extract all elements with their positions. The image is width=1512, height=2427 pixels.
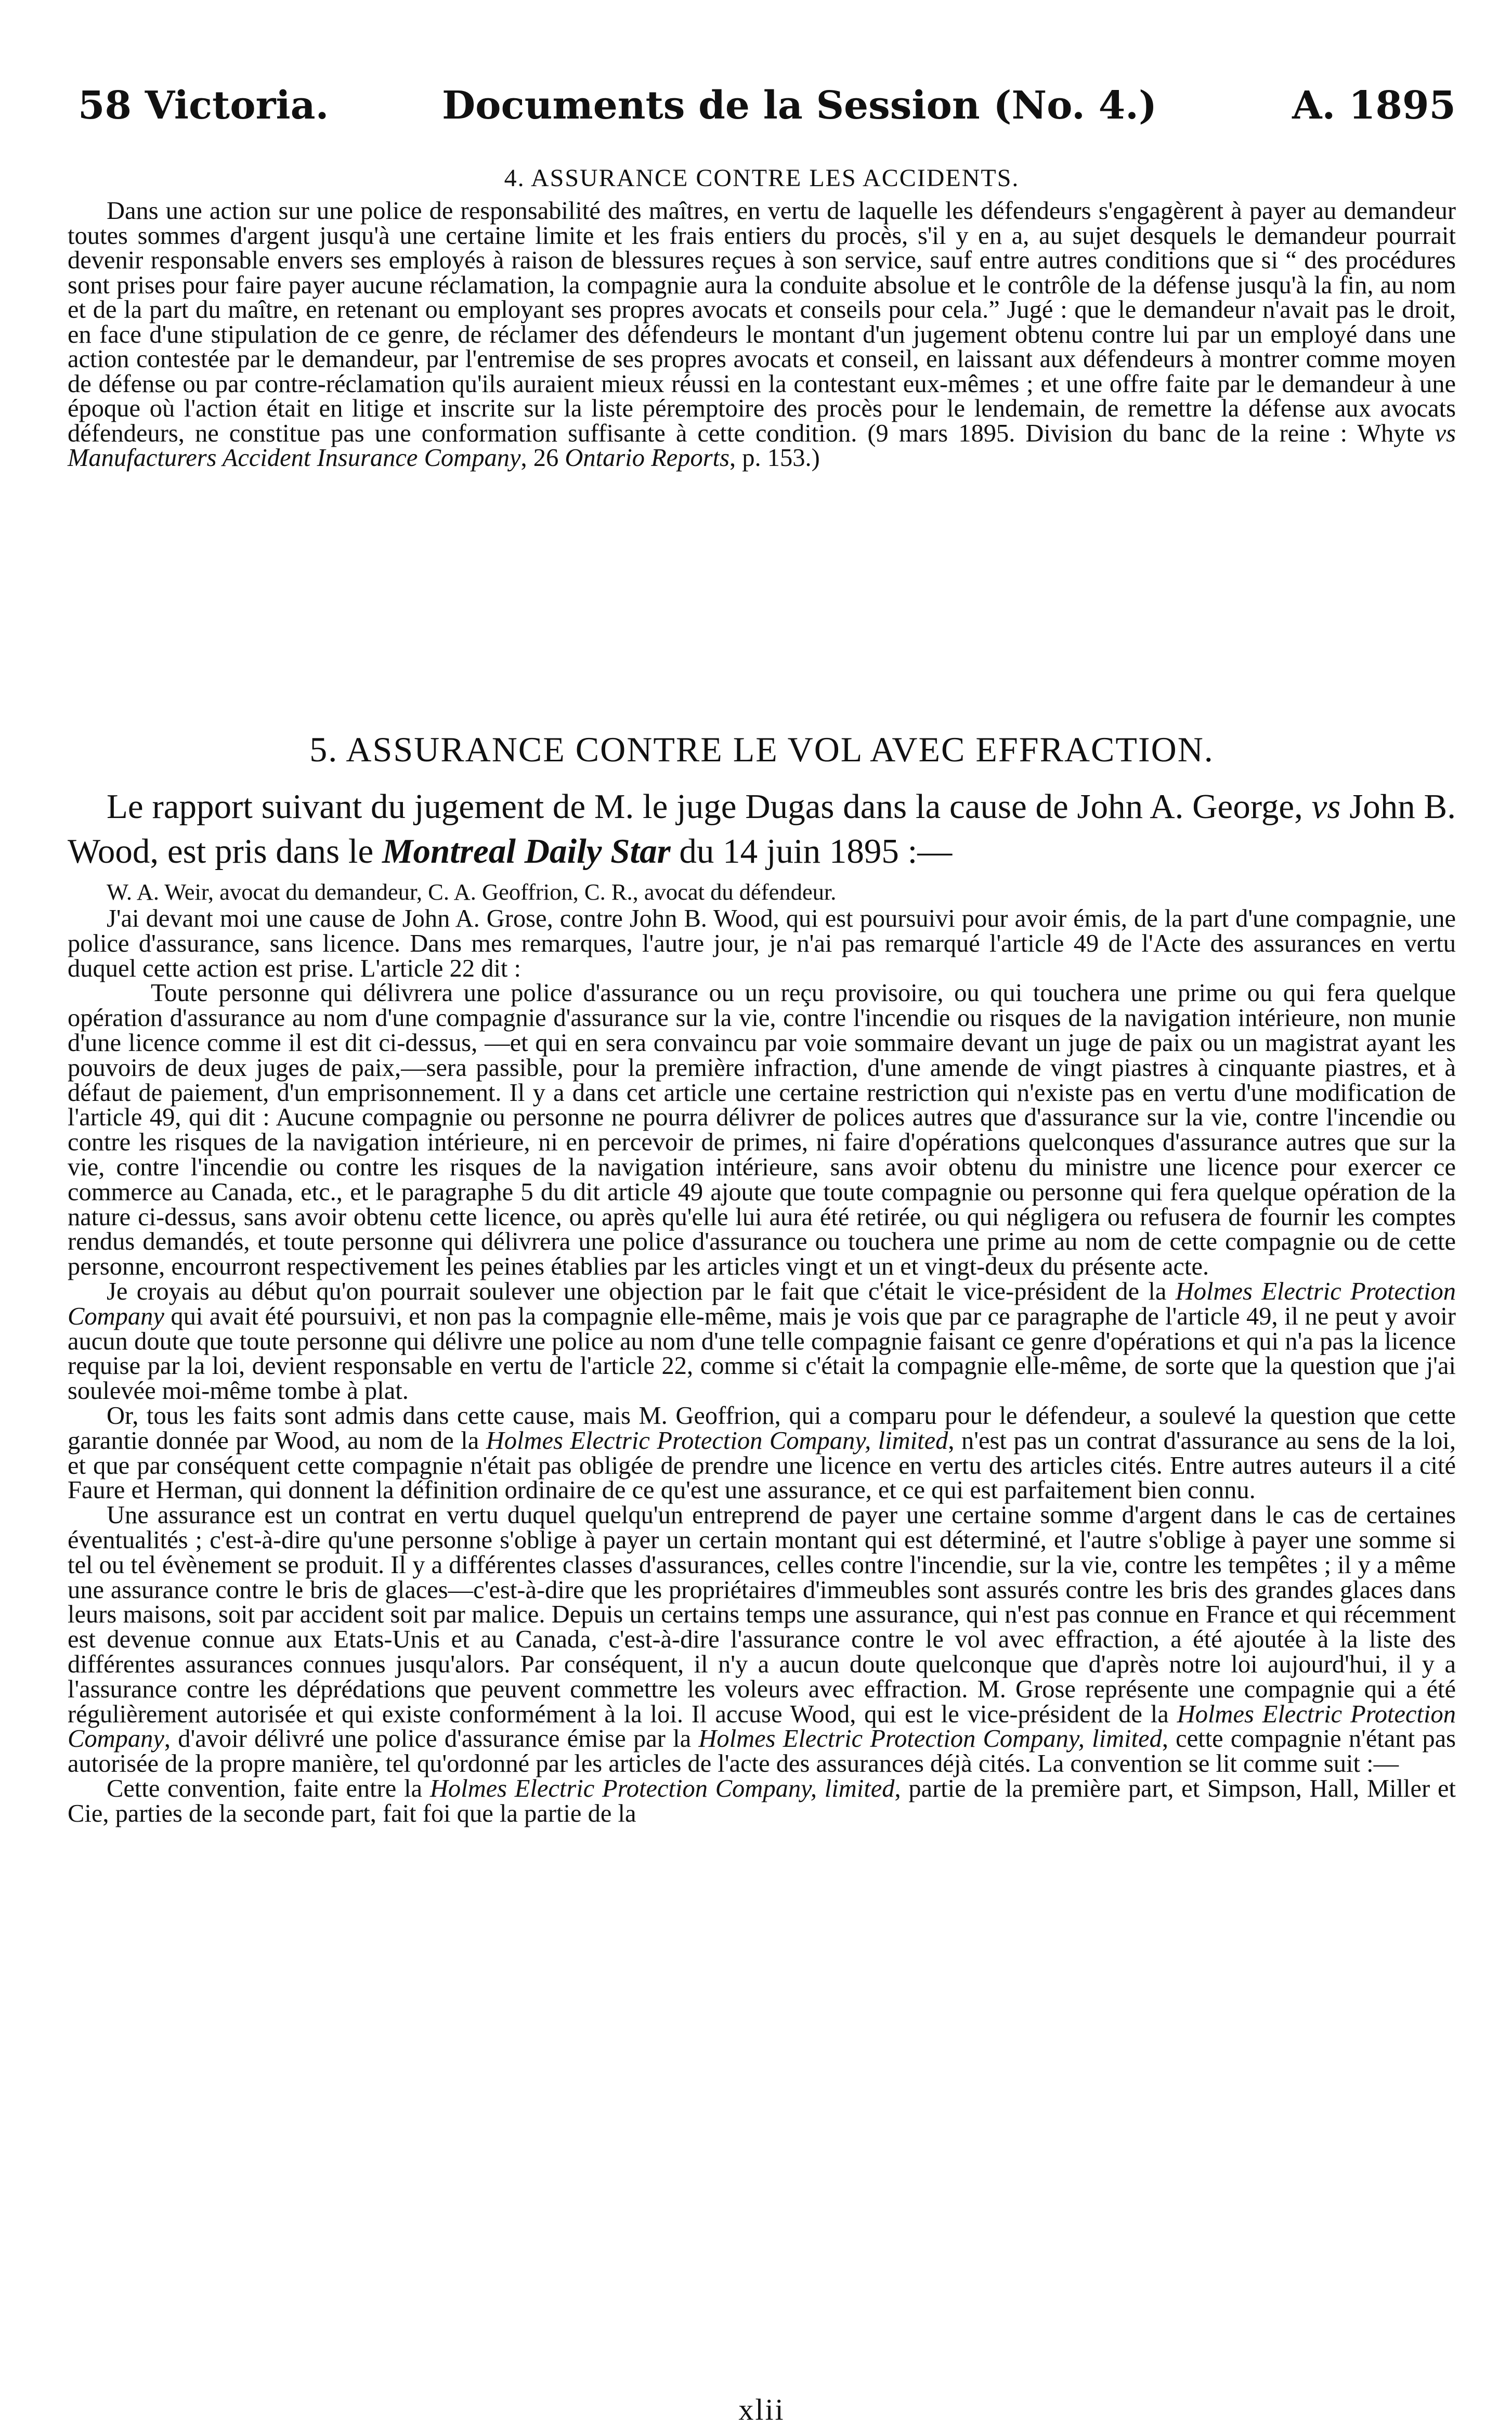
header-volume: 58 Victoria. — [78, 83, 329, 128]
document-page — [68, 42, 1456, 2426]
judgment-text — [68, 906, 1456, 1826]
header-year: A. 1895 — [1292, 83, 1456, 128]
judgment-paragraph-3: Je croyais au début qu'on pourrait soulever une objection par le fait que c'était le vice-président de la Holmes Electric Protection Company qui avait été poursuivi, et non pas la compagnie elle-même, mais je vois que par ce paragraphe de l'article 49, il ne peut y avoir aucun doute que toute personne qui délivre une police au nom d'une telle compagnie faisant ce genre d'opérations et qui n'a pas la licence requise par la loi, devient responsable en vertu de l'article 22, comme si c'était la compagnie elle-même, de sorte que la question que j'ai soulevée moi-même tombe à plat. — [68, 1277, 1456, 1405]
judgment-paragraph-4: Or, tous les faits sont admis dans cette cause, mais M. Geoffrion, qui a comparu pour le défendeur, a soulevé la question que cette garantie donnée par Wood, au nom de la Holmes Electric Protection Company, limited, n'est pas un contrat d'assurance au sens de la loi, et que par conséquent cette compagnie n'était pas obligée de prendre une licence en vertu des articles cités. Entre autres auteurs il a cité Faure et Herman, qui donnent la définition ordinaire de ce qu'est une assurance, et ce qui est parfaitement bien connu. — [68, 1401, 1456, 1504]
running-header — [68, 42, 1456, 128]
judgment-paragraph-5: Une assurance est un contrat en vertu duquel quelqu'un entreprend de payer une certaine somme d'argent dans le cas de certaines éventualités ; c'est-à-dire qu'une personne s'oblige à payer un certain montant qui est déterminé, et l'autre s'oblige à payer une somme si tel ou tel évènement se produit. Il y a différentes classes d'assurances, celles contre l'incendie, sur la vie, contre les tempêtes ; il y a même une assurance contre le bris de glaces—c'est-à-dire que les propriétaires d'immeubles sont assurés contre les bris des grandes glaces dans leurs maisons, soit par accident soit par malice. Depuis un certains temps une assurance, qui n'est pas connue en France et qui récemment est devenue connue aux Etats-Unis et au Canada, c'est-à-dire l'assurance contre le vol avec effraction, a été ajoutée à la liste des différentes assurances connues jusqu'alors. Par conséquent, il n'y a aucun doute quelconque que d'après notre loi aujourd'hui, il y a l'assurance contre les déprédations que peuvent commettre les voleurs avec effraction. M. Grose représente une compagnie qui a été régulièrement autorisée et qui existe conformément à la loi. Il accuse Wood, qui est le vice-président de la Holmes Electric Protection Company, d'avoir délivré une police d'assurance émise par la Holmes Electric Protection Company, limited, cette compagnie n'étant pas autorisée de la propre manière, tel qu'ordonné par les articles de l'acte des assurances déjà cités. La convention se lit comme suit :— — [68, 1501, 1456, 1778]
judgment-paragraph-1: J'ai devant moi une cause de John A. Grose, contre John B. Wood, qui est poursuivi pour avoir émis, de la part d'une compagnie, une police d'assurance, sans licence. Dans mes remarques, l'autre jour, je n'ai pas remarqué l'article 49 de l'Acte des assurances en vertu duquel cette action est prise. L'article 22 dit : — [68, 905, 1456, 982]
header-title: Documents de la Session (No. 4.) — [442, 83, 1157, 128]
case-citation-italic: vs Manufacturers Accident Insurance Company — [68, 419, 1456, 472]
section-4-body — [68, 199, 1456, 471]
section-4-paragraph: Dans une action sur une police de responsabilité des maîtres, en vertu de laquelle les défendeurs s'engagèrent à payer au demandeur toutes sommes d'argent jusqu'à une certaine limite et les frais entiers du procès, s'il y en a, au sujet desquels le demandeur pourrait devenir responsable envers ses employés à raison de blessures reçues à son service, sauf entre autres conditions que si “ des procédures sont prises pour faire payer aucune réclamation, la compagnie aura la conduite absolue et le contrôle de la défense jusqu'à la fin, au nom et de la part du maître, en retenant ou employant ses propres avocats et conseils pour cela.” Jugé : que le demandeur n'avait pas le droit, en face d'une stipulation de ce genre, de réclamer des défendeurs le montant d'un jugement obtenu contre lui par un employé dans une action contestée par le demandeur, par l'entremise de ses propres avocats et conseil, en laissant aux défendeurs à montrer comme moyen de défense ou par contre-réclamation qu'ils auraient mieux réussi en la contestant eux-mêmes ; et une offre faite par le demandeur à une époque où l'action était en litige et inscrite sur la liste péremptoire des procès pour le lendemain, de remettre la défense aux avocats défendeurs, ne constitue pas une conformation suffisante à cette condition. (9 mars 1895. Division du banc de la reine : Whyte vs Manufacturers Accident Insurance Company, 26 Ontario Reports, p. 153.) — [68, 197, 1456, 472]
section-4-heading: 4. ASSURANCE CONTRE LES ACCIDENTS. — [504, 164, 1020, 192]
page-folio: xlii — [738, 2393, 785, 2426]
reporter-italic: Ontario Reports — [565, 444, 729, 472]
counsel-line: W. A. Weir, avocat du demandeur, C. A. Geoffrion, C. R., avocat du défendeur. — [107, 879, 837, 905]
statute-quote: Toute personne qui délivrera une police d'assurance ou un reçu provisoire, ou qui touchera une prime ou qui fera quelque opération d'assurance au nom d'une compagnie d'assurance sur la vie, contre l'incendie ou risques de la navigation intérieure, non munie d'une licence comme il est dit ci-dessus, —et qui en sera convaincu par voie sommaire devant un juge de paix ou un magistrat ayant les pouvoirs de deux juges de paix,—sera passible, pour la première infraction, d'une amende de vingt piastres à cinquante piastres, et à défaut de paiement, d'un emprisonnement. Il y a dans cet article une certaine restriction qui n'existe pas en vertu d'une modification de l'article 49, qui dit : Aucune compagnie ou personne ne pourra délivrer de polices autres que d'assurance sur la vie, contre l'incendie ou contre les risques de la navigation intérieure, ni en percevoir de primes, ni faire d'opérations quelconques d'assurance autres que sur la vie, contre l'incendie ou contre les risques de la navigation intérieure, sans avoir obtenu du ministre une licence pour exercer ce commerce au Canada, etc., et le paragraphe 5 du dit article 49 ajoute que toute compagnie ou personne qui fera quelque opération de la nature ci-dessus, sans avoir obtenu cette licence, ou après qu'elle lui aura été retirée, ou qui négligera ou refusera de fournir les comptes rendus demandés, et toute personne qui délivrera une police d'assurance ou touchera une prime au nom de cette compagnie ou de cette personne, encourront respectivement les peines établies par les articles vingt et un et vingt-deux du présente acte. — [68, 979, 1456, 1281]
section-5-heading: 5. ASSURANCE CONTRE LE VOL AVEC EFFRACTION. — [309, 730, 1214, 769]
judgment-paragraph-6: Cette convention, faite entre la Holmes Electric Protection Company, limited, partie de la première part, et Simpson, Hall, Miller et Cie, parties de la seconde part, fait foi que la partie de la — [68, 1774, 1456, 1827]
section-5-intro: Le rapport suivant du jugement de M. le juge Dugas dans la cause de John A. George, vs John B. Wood, est pris dans le Montreal Daily Star du 14 juin 1895 :— — [68, 787, 1456, 871]
newspaper-name: Montreal Daily Star — [382, 832, 671, 871]
